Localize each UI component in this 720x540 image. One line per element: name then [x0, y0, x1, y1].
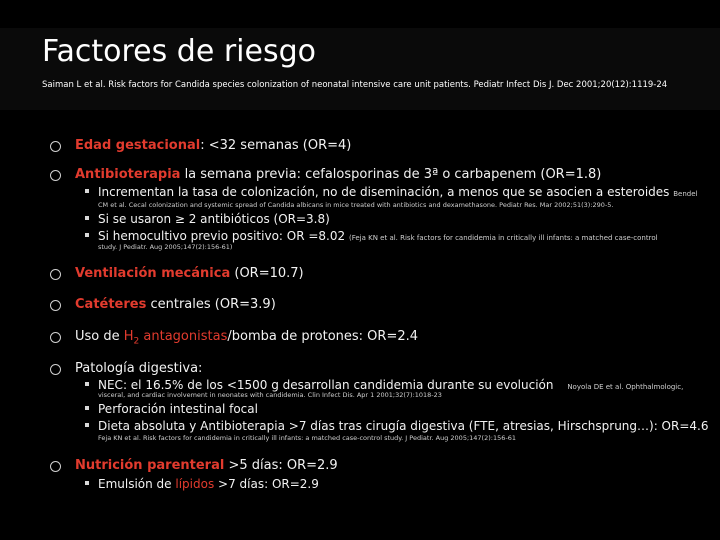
- text-antibio-sub2: Si se usaron ≥ 2 antibióticos (OR=3.8): [98, 212, 330, 226]
- label-cateteres: Catéteres: [75, 297, 147, 312]
- label-antibioterapia: Antibioterapia: [75, 167, 181, 182]
- text-pat-sub1: NEC: el 16.5% de los <1500 g desarrollan candidemia durante su evolución: [98, 378, 554, 392]
- label-lipidos: lípidos: [175, 477, 215, 491]
- subtitle-text: Saiman L et al. Risk factors for Candida species colonization of neonatal intensive care unit patients. Pediatr Infect Dis J. Dec 2001;20(12):1119-24: [42, 80, 668, 90]
- label-h-subscript: 2: [133, 336, 140, 347]
- value-cateteres: centrales (OR=3.9): [146, 297, 276, 312]
- text-antibio-sub3: Si hemocultivo previo positivo: OR =8.02: [98, 229, 346, 243]
- slide-title: Factores de riesgo: [42, 34, 316, 69]
- ref-antibio-sub3-tail: (Feja KN et al. Risk factors for candidemia in critically ill infants: a matched case-control: [348, 234, 658, 242]
- ref-antibio-sub1-tail: Bendel: [673, 190, 698, 198]
- ref-pat-sub1-tail: Noyola DE et al. Ophthalmologic,: [567, 383, 684, 391]
- square-bullet-icon: [85, 216, 89, 220]
- label-antagonistas: antagonistas: [139, 329, 228, 344]
- square-bullet-icon: [85, 406, 89, 410]
- label-edad-gestacional: Edad gestacional: [75, 138, 201, 153]
- slide-subtitle-reference: [42, 80, 667, 90]
- text-patologia: Patología digestiva:: [75, 361, 203, 376]
- value-nut-sub1: >7 días: OR=2.9: [214, 477, 319, 491]
- square-bullet-icon: [85, 189, 89, 193]
- prefix-uso-h2: Uso de: [75, 329, 124, 344]
- ref-antibio-sub3: study. J Pediatr. Aug 2005;147(2):156-61): [98, 243, 233, 251]
- value-nutricion: >5 días: OR=2.9: [224, 458, 338, 473]
- value-edad-gestacional: : <32 semanas (OR=4): [200, 138, 352, 153]
- square-bullet-icon: [85, 233, 89, 237]
- value-ventilacion: (OR=10.7): [230, 266, 304, 281]
- label-h: H: [123, 329, 134, 344]
- prefix-nut-sub1: Emulsión de: [98, 477, 176, 491]
- circle-bullet-icon: [50, 269, 61, 280]
- circle-bullet-icon: [50, 141, 61, 152]
- value-antibioterapia: la semana previa: cefalosporinas de 3ª o carbapenem (OR=1.8): [180, 167, 602, 182]
- square-bullet-icon: [85, 382, 89, 386]
- circle-bullet-icon: [50, 332, 61, 343]
- ref-antibio-sub1: CM et al. Cecal colonization and systemic spread of Candida albicans in mice treated with antibiotics and dexamethasone. Pediatr Res. Mar 2002;51(3):290-5.: [98, 201, 614, 209]
- circle-bullet-icon: [50, 300, 61, 311]
- text-antibio-sub1: Incrementan la tasa de colonización, no de diseminación, a menos que se asocien a esteroides: [98, 185, 670, 199]
- square-bullet-icon: [85, 481, 89, 485]
- ref-pat-sub1: visceral, and cardiac involvement in neonates with candidemia. Clin Infect Dis. Apr 1 2001;32(7):1018-23: [98, 391, 442, 399]
- label-nutricion: Nutrición parenteral: [75, 458, 225, 473]
- circle-bullet-icon: [50, 170, 61, 181]
- ref-pat-sub3: Feja KN et al. Risk factors for candidemia in critically ill infants: a matched case-control study. J Pediatr. Aug 2005;147(2):156-61: [98, 434, 516, 442]
- value-uso-h2: /bomba de protones: OR=2.4: [227, 329, 419, 344]
- label-ventilacion: Ventilación mecánica: [75, 266, 231, 281]
- circle-bullet-icon: [50, 461, 61, 472]
- text-pat-sub2: Perforación intestinal focal: [98, 402, 258, 416]
- square-bullet-icon: [85, 423, 89, 427]
- circle-bullet-icon: [50, 364, 61, 375]
- text-pat-sub3: Dieta absoluta y Antibioterapia >7 días tras cirugía digestiva (FTE, atresias, Hirschsprung…): OR=4.6: [98, 419, 709, 433]
